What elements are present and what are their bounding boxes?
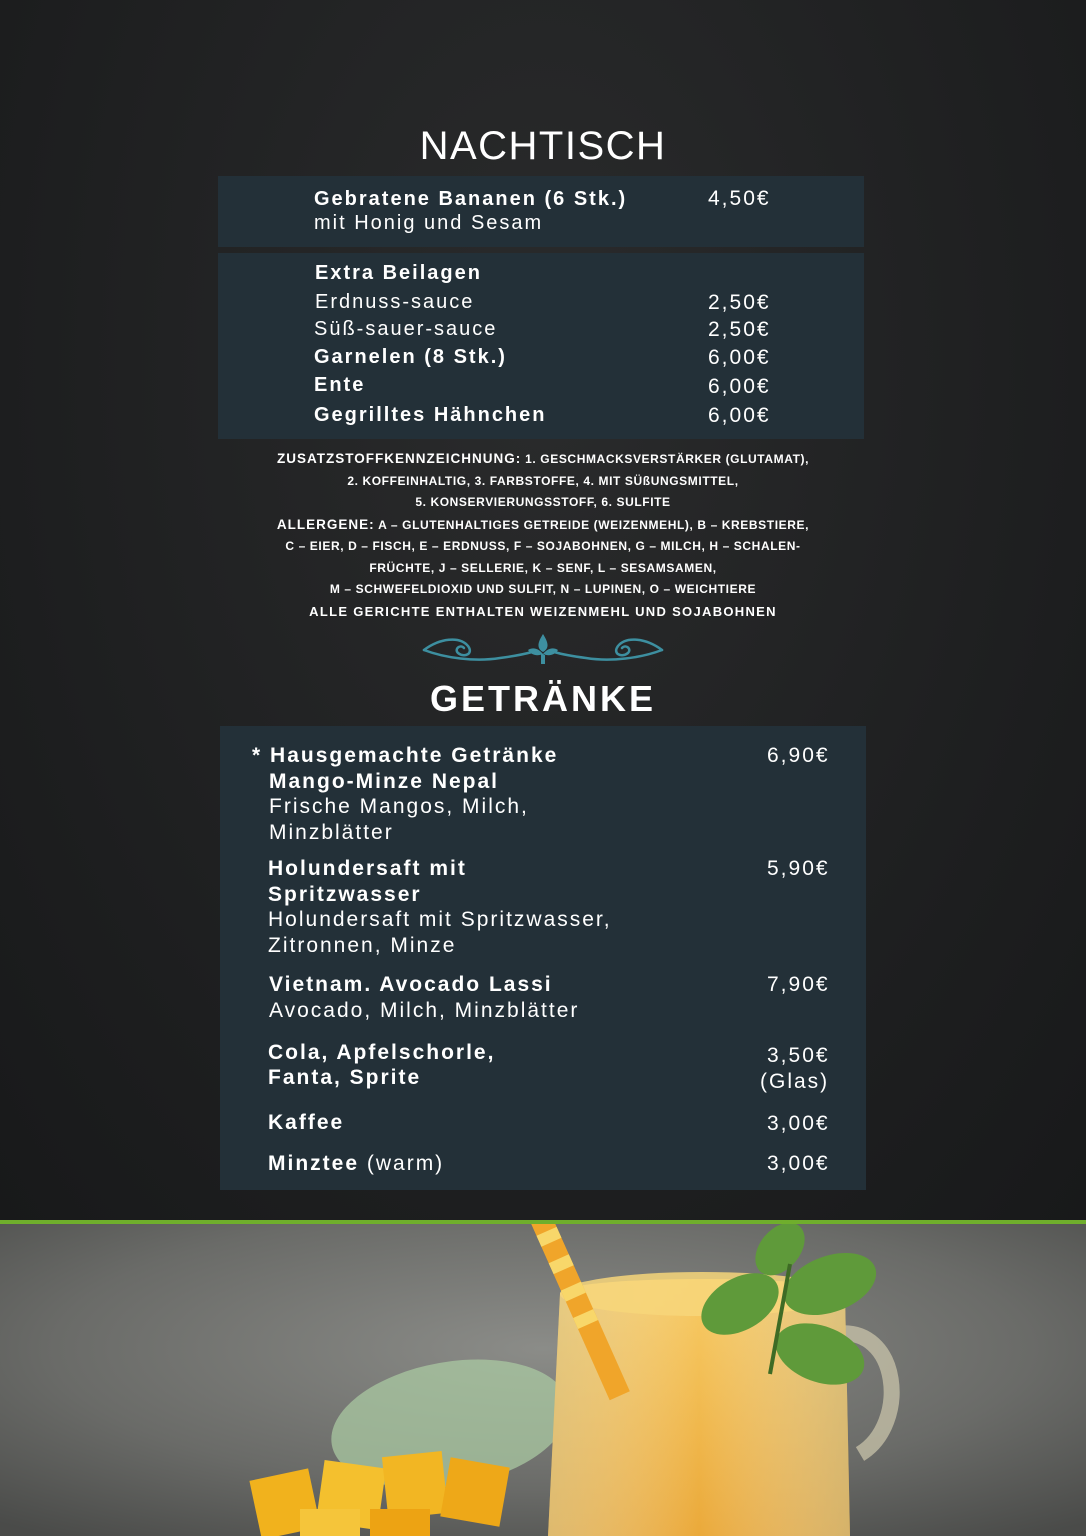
drink-item-desc: Holundersaft mit Spritzwasser, — [268, 908, 612, 931]
extra-item-price: 2,50€ — [708, 291, 771, 314]
drink-item-price: 3,00€ — [767, 1152, 830, 1175]
drink-item-price: 3,00€ — [767, 1112, 830, 1135]
drink-name-suffix: (warm) — [366, 1152, 445, 1175]
extra-item-name: Garnelen (8 Stk.) — [314, 346, 507, 368]
dessert-item-price: 4,50€ — [708, 187, 771, 210]
drink-item-name: Mango-Minze Nepal — [269, 770, 500, 793]
drink-name-line: Hausgemachte Getränke — [270, 744, 559, 767]
drink-item-desc: Zitronnen, Minze — [268, 934, 457, 957]
dessert-item-name: Gebratene Bananen (6 Stk.) — [314, 188, 628, 210]
extra-item-name: Ente — [314, 374, 366, 396]
drink-item-price: 7,90€ — [767, 973, 830, 996]
drink-item-price: 5,90€ — [767, 857, 830, 880]
mango-lassi-photo — [0, 1224, 1086, 1536]
additives-line: 5. KONSERVIERUNGSSTOFF, 6. SULFITE — [415, 495, 671, 509]
allergens-label: ALLERGENE: — [276, 516, 375, 532]
drink-item-price: 6,90€ — [767, 744, 830, 767]
drink-item-name: Vietnam. Avocado Lassi — [269, 973, 553, 996]
extras-title: Extra Beilagen — [315, 262, 482, 284]
drink-price-note: (Glas) — [760, 1070, 830, 1093]
drink-item-name: Fanta, Sprite — [268, 1066, 422, 1089]
additives-line: 1. GESCHMACKSVERSTÄRKER (GLUTAMAT), — [525, 452, 810, 466]
allergens-line: FRÜCHTE, J – SELLERIE, K – SENF, L – SESAMSAMEN, — [369, 560, 717, 575]
drink-item-name — [252, 744, 558, 768]
extra-item-name: Süß-sauer-sauce — [314, 318, 498, 340]
drink-item-desc: Avocado, Milch, Minzblätter — [269, 999, 580, 1022]
dessert-item-desc: mit Honig und Sesam — [314, 212, 544, 234]
additives-label: ZUSATZSTOFFKENNZEICHNUNG: — [276, 451, 522, 466]
additives-line: 2. KOFFEINHALTIG, 3. FARBSTOFFE, 4. MIT SÜßUNGSMITTEL, — [347, 473, 739, 488]
drinks-title: GETRÄNKE — [429, 678, 656, 719]
drink-name-line: Minztee — [268, 1152, 360, 1175]
drink-item-desc: Frische Mangos, Milch, — [269, 795, 529, 818]
extra-item-price: 2,50€ — [708, 318, 771, 341]
allergens-line: M – SCHWEFELDIOXID UND SULFIT, N – LUPINEN, O – WEICHTIERE — [329, 582, 757, 596]
extra-item-price: 6,00€ — [708, 346, 771, 369]
dessert-title: NACHTISCH — [419, 124, 667, 168]
drink-item-name: Kaffee — [268, 1111, 345, 1134]
allergen-notes — [200, 448, 886, 622]
drink-star: * — [252, 744, 263, 767]
drink-item-name — [268, 1152, 444, 1176]
drink-item-desc: Minzblätter — [269, 821, 394, 844]
extra-item-price: 6,00€ — [708, 404, 771, 427]
drink-item-name: Spritzwasser — [268, 883, 422, 906]
ornament-divider-icon — [420, 628, 666, 672]
extra-item-name: Gegrilltes Hähnchen — [314, 404, 547, 426]
extra-item-name: Erdnuss-sauce — [315, 291, 475, 313]
allergens-line: C – EIER, D – FISCH, E – ERDNUSS, F – SOJABOHNEN, G – MILCH, H – SCHALEN- — [285, 539, 801, 553]
drink-item-name: Holundersaft mit — [268, 857, 467, 880]
drink-item-name: Cola, Apfelschorle, — [268, 1041, 496, 1064]
extra-item-price: 6,00€ — [708, 375, 771, 398]
wheat-soy-notice: ALLE GERICHTE ENTHALTEN WEIZENMEHL UND SOJABOHNEN — [309, 603, 777, 619]
drink-item-price: 3,50€ — [767, 1044, 830, 1067]
allergens-line: A – GLUTENHALTIGES GETREIDE (WEIZENMEHL), B – KREBSTIERE, — [378, 517, 810, 532]
